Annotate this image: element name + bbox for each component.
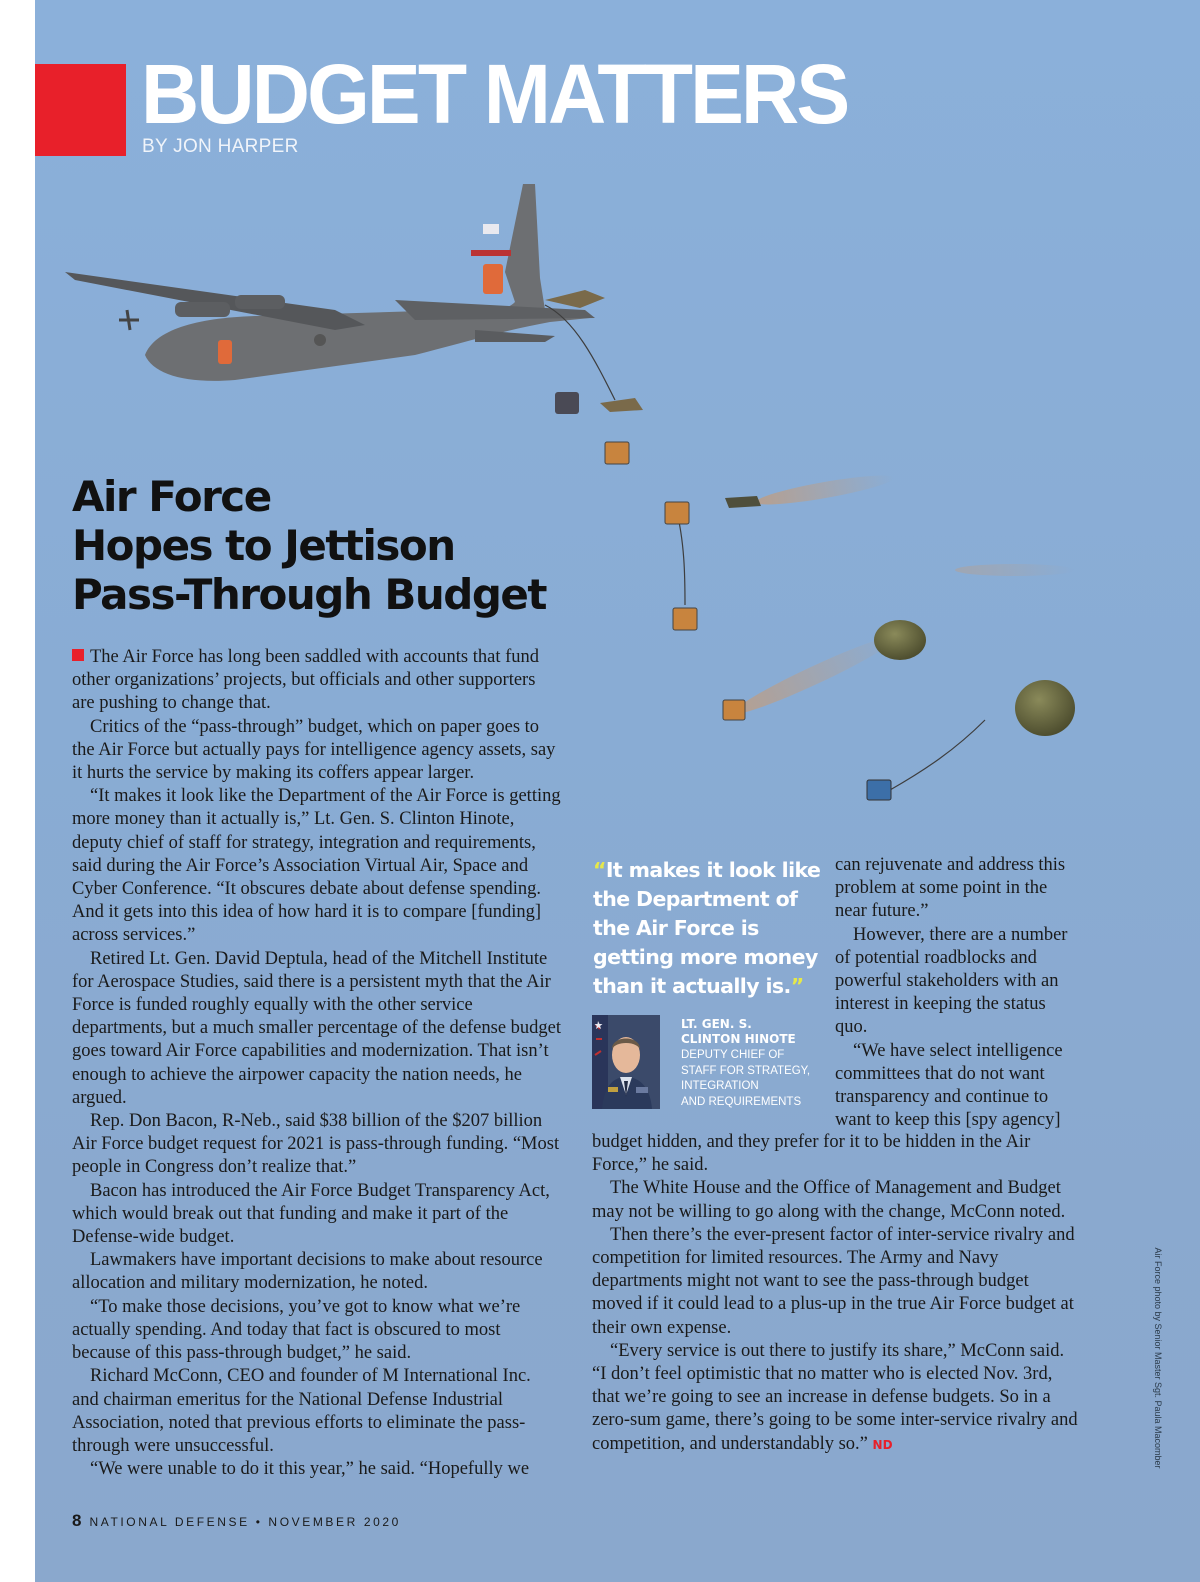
paragraph: Richard McConn, CEO and founder of M International Inc. and chairman emeritus for the National Defense Industrial Association, noted that previous efforts to eliminate the pass-through were unsuccessful. — [72, 1366, 531, 1456]
paragraph: “To make those decisions, you’ve got to know what we’re actually spending. And today that fact is obscured to most because of this pass-through budget,” he said. — [72, 1296, 521, 1364]
paragraph: Lawmakers have important decisions to make about resource allocation and military modernization, he noted. — [72, 1250, 543, 1294]
paragraph: Retired Lt. Gen. David Deptula, head of the Mitchell Institute for Aerospace Studies, said there is a persistent myth that the Air Force is funded roughly equally with the other service departments, but a much smaller percentage of the defense budget goes toward Air Force capabilities and modernization. That isn’t enough to achieve the airpower capacity the nation needs, he argued. — [72, 948, 562, 1108]
paragraph: can rejuvenate and address this problem at some point in the near future.” — [835, 855, 1066, 922]
page-footer — [72, 1511, 401, 1531]
airdrop-trails — [730, 470, 1075, 721]
pull-quote — [593, 856, 825, 1001]
pull-quote-attribution — [681, 1017, 821, 1110]
section-title: BUDGET MATTERS — [141, 47, 848, 141]
paragraph: “We were unable to do it this year,” he said. “Hopefully we — [90, 1459, 530, 1480]
paragraph: “It makes it look like the Department of the Air Force is getting more money than it actually is,” Lt. Gen. S. Clinton Hinote, deputy chief of staff for strategy, integration and requirements, said during the Air Force’s Association Virtual Air, Space and Cyber Conference. “It obscures debate about defense spending. And it gets into this idea of how hard it is to compare [funding] across services.” — [72, 786, 561, 946]
article-column-3 — [835, 854, 1080, 1132]
byline: BY JON HARPER — [142, 136, 299, 157]
article-column-1 — [72, 646, 562, 1481]
final-paragraph: “Every service is out there to justify its share,” McConn said. “I don’t feel optimistic that no matter who is elected Nov. 3rd, that we’re going to see an increase in defense budgets. So in a zero-sum game, there’s going to be some inter-service rivalry and competition, and understandably so.” ND — [592, 1340, 1078, 1454]
article-column-2-continued — [592, 1131, 1082, 1457]
end-mark: ND — [872, 1437, 893, 1452]
publication-info: NATIONAL DEFENSE • NOVEMBER 2020 — [89, 1515, 401, 1529]
pull-quote-open-mark: “ — [593, 858, 606, 882]
c130-aircraft — [65, 184, 595, 381]
lead-square-marker — [72, 649, 84, 661]
magazine-page — [35, 0, 1200, 1582]
attribution-name: LT. GEN. S. CLINTON HINOTE — [681, 1017, 796, 1046]
pull-quote-text: It makes it look like the Department of the Air Force is getting more money than it actually is. — [593, 858, 821, 998]
paragraph: “We have select intelligence committees that do not want transparency and continue to want to keep this [spy agency] — [835, 1040, 1063, 1131]
photo-credit: Air Force photo by Senior Master Sgt. Paula Macomber — [1153, 1246, 1163, 1469]
article-headline — [72, 472, 546, 619]
paragraph: Bacon has introduced the Air Force Budget Transparency Act, which would break out that funding and make it part of the Defense-wide budget. — [72, 1180, 550, 1248]
paragraph: However, there are a number of potential roadblocks and powerful stakeholders with an interest in keeping the status quo. — [835, 924, 1068, 1038]
headline-line: Hopes to Jettison — [72, 521, 455, 570]
headline-line: Pass-Through Budget — [72, 570, 546, 619]
hinote-portrait — [592, 1015, 660, 1109]
lead-paragraph: The Air Force has long been saddled with accounts that fund other organizations’ projects, but officials and other supporters are pushing to change that. — [72, 647, 540, 714]
paragraph: budget hidden, and they prefer for it to be hidden in the Air Force,” he said. — [592, 1132, 1031, 1176]
headline-line: Air Force — [72, 472, 271, 521]
section-accent-block — [35, 64, 126, 156]
airdrop-bundles — [545, 305, 985, 790]
page-number: 8 — [72, 1511, 82, 1530]
pull-quote-close-mark: ” — [790, 974, 804, 998]
paragraph: Rep. Don Bacon, R-Neb., said $38 billion of the $207 billion Air Force budget request for 2021 is pass-through funding. “Most people in Congress don’t realize that.” — [72, 1111, 560, 1178]
paragraph: The White House and the Office of Management and Budget may not be willing to go along with the change, McConn noted. — [592, 1178, 1066, 1222]
cargo-bundles — [545, 290, 1075, 800]
attribution-title: DEPUTY CHIEF OF STAFF FOR STRATEGY, INTEGRATION AND REQUIREMENTS — [681, 1049, 811, 1108]
paragraph: Critics of the “pass-through” budget, which on paper goes to the Air Force but actually pays for intelligence agency assets, say it hurts the service by making its coffers appear larger. — [72, 716, 556, 784]
paragraph: Then there’s the ever-present factor of inter-service rivalry and competition for limited resources. The Army and Navy departments might not want to see the pass-through budget moved if it could lead to a plus-up in the true Air Force budget at their own expense. — [592, 1224, 1075, 1338]
